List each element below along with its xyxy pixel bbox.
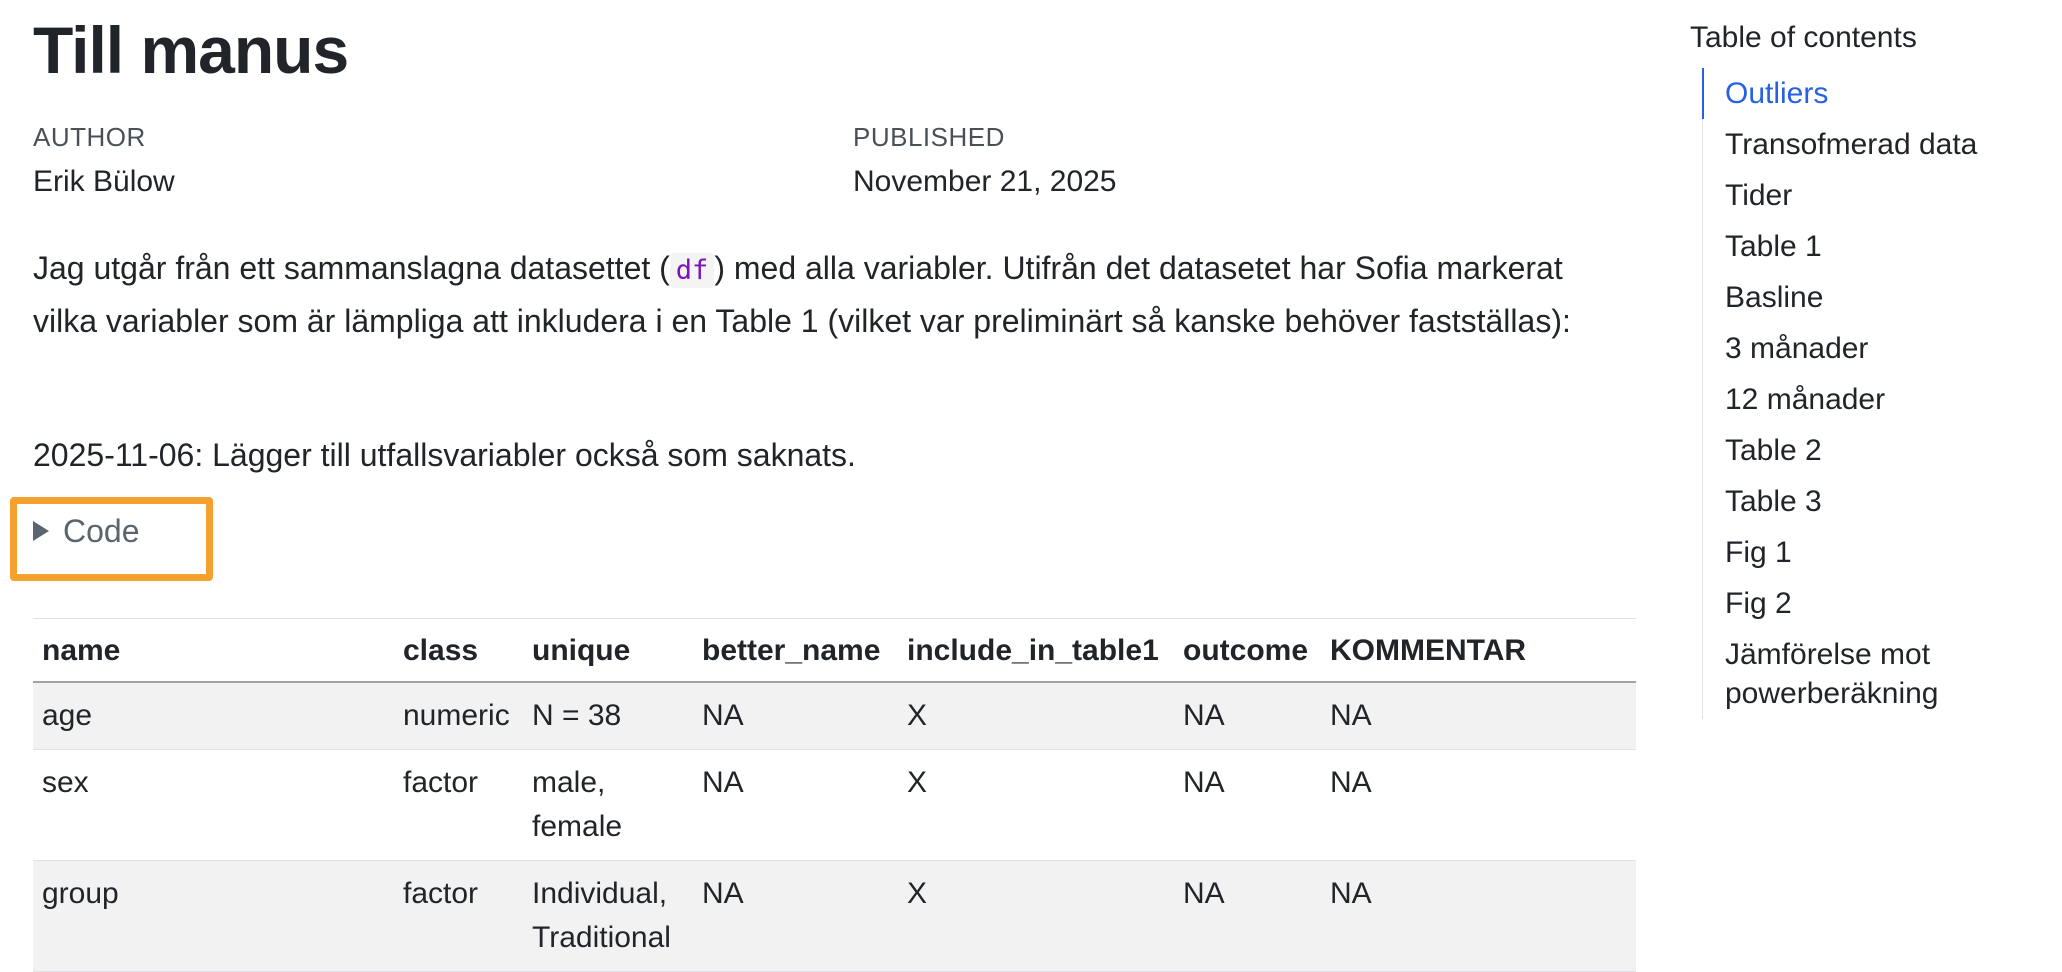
published-block (853, 122, 1117, 200)
intro-text-after: ) med alla variabler. Utifrån det datasetet har Sofia markerat vilka variabler som är lämpliga att inkludera i en Table 1 (vilket var preliminärt så kanske behöver fastställas): (33, 250, 1571, 339)
table-header-cell: name (33, 619, 394, 683)
table-cell: NA (693, 861, 898, 972)
toc-item-3-manader[interactable]: 3 månader (1725, 332, 1869, 365)
toc-item-outliers[interactable]: Outliers (1702, 68, 2050, 119)
table-row (33, 861, 1636, 972)
intro-text-before: Jag utgår från ett sammanslagna datasettet ( (33, 250, 670, 286)
toc-item-table-3[interactable]: Table 3 (1725, 485, 1822, 518)
table-cell: X (898, 861, 1174, 972)
toc-title: Table of contents (1690, 21, 1917, 54)
table-row (33, 682, 1636, 750)
author-name: Erik Bülow (33, 165, 175, 198)
inline-code-df: df (670, 253, 715, 288)
table-header-cell: unique (523, 619, 693, 683)
table-header-row (33, 619, 1636, 683)
table-of-contents (1690, 20, 2050, 719)
page-title: Till manus (33, 13, 349, 87)
date-note: 2025-11-06: Lägger till utfallsvariabler också som saknats. (33, 437, 856, 473)
table-header-cell: include_in_table1 (898, 619, 1174, 683)
toc-item-12-manader[interactable]: 12 månader (1725, 383, 1886, 416)
author-block (33, 122, 175, 200)
toc-list (1702, 68, 2050, 719)
table-row (33, 750, 1636, 861)
table-cell: sex (33, 750, 394, 861)
variables-table (33, 618, 1636, 972)
toc-item-basline[interactable]: Basline (1725, 281, 1824, 314)
code-fold-toggle[interactable] (33, 511, 140, 551)
disclosure-triangle-icon (33, 521, 49, 541)
table-header-cell: outcome (1174, 619, 1321, 683)
table-cell: NA (1174, 750, 1321, 861)
author-label: AUTHOR (33, 122, 146, 152)
table-cell: NA (693, 750, 898, 861)
toc-item-fig-1[interactable]: Fig 1 (1725, 536, 1792, 569)
code-fold-label: Code (63, 513, 140, 549)
published-label: PUBLISHED (853, 122, 1005, 152)
table-cell: male, female (523, 750, 693, 861)
table-header-cell: KOMMENTAR (1321, 619, 1636, 683)
table-cell: age (33, 682, 394, 750)
table-cell: NA (1321, 682, 1636, 750)
table-cell: X (898, 682, 1174, 750)
table-header-cell: class (394, 619, 523, 683)
table-cell: NA (1321, 750, 1636, 861)
table-cell: NA (1321, 861, 1636, 972)
published-date: November 21, 2025 (853, 165, 1117, 198)
table-cell: NA (693, 682, 898, 750)
table-cell: NA (1174, 861, 1321, 972)
toc-item-tider[interactable]: Tider (1725, 179, 1793, 212)
table-cell: Individual, Traditional (523, 861, 693, 972)
table-cell: factor (394, 861, 523, 972)
intro-paragraph (33, 243, 1633, 347)
toc-item-table-2[interactable]: Table 2 (1725, 434, 1822, 467)
toc-item-jamforelse-mot-powerberakning[interactable]: Jämförelse mot powerberäkning (1725, 638, 1939, 710)
toc-item-fig-2[interactable]: Fig 2 (1725, 587, 1792, 620)
toc-item-transofmerad-data[interactable]: Transofmerad data (1725, 128, 1978, 161)
toc-item-table-1[interactable]: Table 1 (1725, 230, 1822, 263)
table-cell: factor (394, 750, 523, 861)
table-cell: N = 38 (523, 682, 693, 750)
table-cell: X (898, 750, 1174, 861)
table-cell: group (33, 861, 394, 972)
table-cell: NA (1174, 682, 1321, 750)
table-header-cell: better_name (693, 619, 898, 683)
table-cell: numeric (394, 682, 523, 750)
